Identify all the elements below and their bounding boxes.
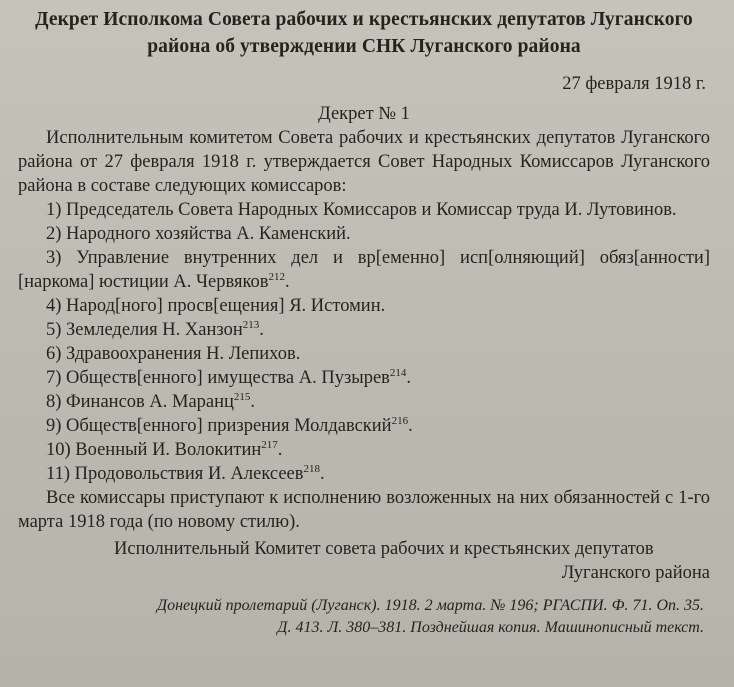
list-item-tail: . xyxy=(259,320,264,340)
list-item-text: 9) Обществ[енного] призрения Молдавский xyxy=(46,416,392,436)
source-citation xyxy=(18,595,710,639)
signature-line-1: Исполнительный Комитет совета рабочих и крестьянских депутатов xyxy=(114,539,654,559)
list-item-text: 4) Народ[ного] просв[ещения] Я. Истомин. xyxy=(46,296,386,316)
list-item-text: 8) Финансов А. Маранц xyxy=(46,392,234,412)
source-line-2: Д. 413. Л. 380–381. Позднейшая копия. Машинописный текст. xyxy=(277,619,704,636)
list-item-text: 11) Продовольствия И. Алексеев xyxy=(46,464,304,484)
document-date: 27 февраля 1918 г. xyxy=(562,74,706,94)
list-item xyxy=(18,438,710,462)
signature-line-2: Луганского района xyxy=(561,563,710,583)
footnote-marker: 217 xyxy=(261,438,278,451)
list-item xyxy=(18,342,710,366)
list-item-text: 6) Здравоохранения Н. Лепихов. xyxy=(46,344,301,364)
title-line-2: района об утверждении СНК Луганского района xyxy=(147,36,581,57)
footnote-marker: 216 xyxy=(391,414,409,427)
list-item xyxy=(18,222,710,246)
closing-paragraph: Все комиссары приступают к исполнению возложенных на них обязанностей с 1-го марта 1918 года (по новому стилю). xyxy=(18,488,710,532)
list-item-text: 3) Управление внутренних дел и вр[еменно] исп[олняющий] обяз[анности] [наркома] юстиции А. Червяков xyxy=(18,248,710,292)
signature-block xyxy=(18,537,710,585)
footnote-marker: 213 xyxy=(242,318,260,331)
list-item-text: 7) Обществ[енного] имущества А. Пузырев xyxy=(46,368,390,388)
list-item-text: 1) Председатель Совета Народных Комиссаров и Комиссар труда И. Лутовинов. xyxy=(46,200,677,220)
list-item-tail: . xyxy=(277,440,283,460)
list-item-tail: . xyxy=(319,464,325,484)
list-item xyxy=(18,366,710,390)
source-line-1: Донецкий пролетарий (Луганск). 1918. 2 марта. № 196; РГАСПИ. Ф. 71. Оп. 35. xyxy=(156,597,704,614)
intro-paragraph: Исполнительным комитетом Совета рабочих и крестьянских депутатов Луганского района от 27 февраля 1918 г. утверждается Совет Народных Комиссаров Луганского района в составе следующих комиссаров: xyxy=(18,128,710,196)
list-item xyxy=(18,246,710,294)
list-item-tail: . xyxy=(250,392,256,412)
title-line-1: Декрет Исполкома Совета рабочих и крестьянских депутатов Луганского xyxy=(35,9,693,30)
list-item xyxy=(18,390,710,414)
list-item xyxy=(18,294,710,318)
list-item xyxy=(18,198,710,222)
commissars-list xyxy=(18,198,710,486)
list-item xyxy=(18,462,710,486)
list-item-tail: . xyxy=(406,368,412,388)
list-item-text: 5) Земледелия Н. Ханзон xyxy=(46,320,243,340)
list-item xyxy=(18,414,710,438)
footnote-marker: 215 xyxy=(233,390,251,403)
list-item xyxy=(18,318,710,342)
document-title xyxy=(18,6,710,60)
list-item-tail: . xyxy=(285,272,290,292)
decree-number: Декрет № 1 xyxy=(318,104,410,124)
footnote-marker: 214 xyxy=(389,366,407,379)
footnote-marker: 218 xyxy=(303,462,320,475)
footnote-marker: 212 xyxy=(268,270,286,283)
list-item-text: 2) Народного хозяйства А. Каменский. xyxy=(46,224,351,244)
list-item-text: 10) Военный И. Волокитин xyxy=(46,440,262,460)
list-item-tail: . xyxy=(408,416,413,436)
